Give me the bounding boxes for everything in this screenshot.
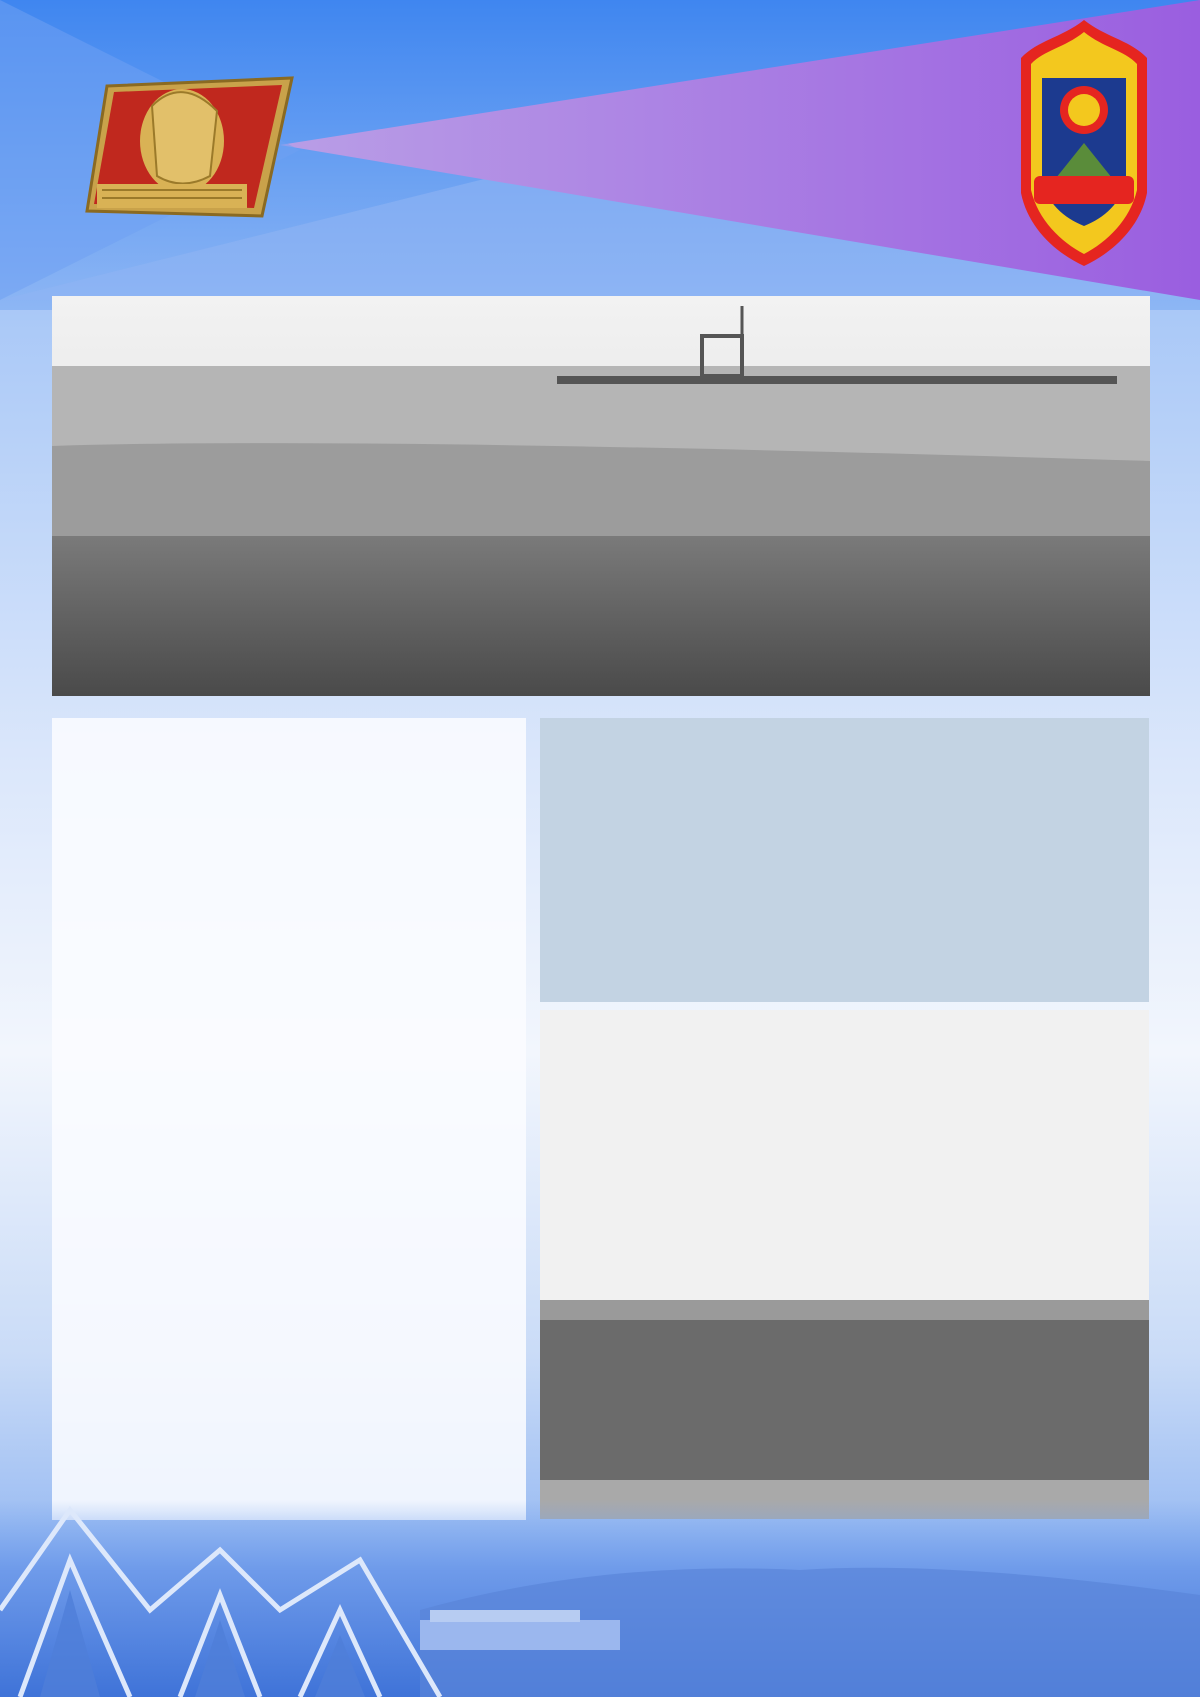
commissar-line [82,725,87,746]
group-photo-creativity-day [540,1010,1149,1480]
quote-panel [540,718,1149,1002]
orlyonok-badge-icon [82,66,300,226]
camp-building-illustration [0,1500,1200,1697]
okean-emblem-icon [1012,18,1156,268]
group-photo-beach [52,296,1150,696]
roster-panel [52,718,526,1520]
